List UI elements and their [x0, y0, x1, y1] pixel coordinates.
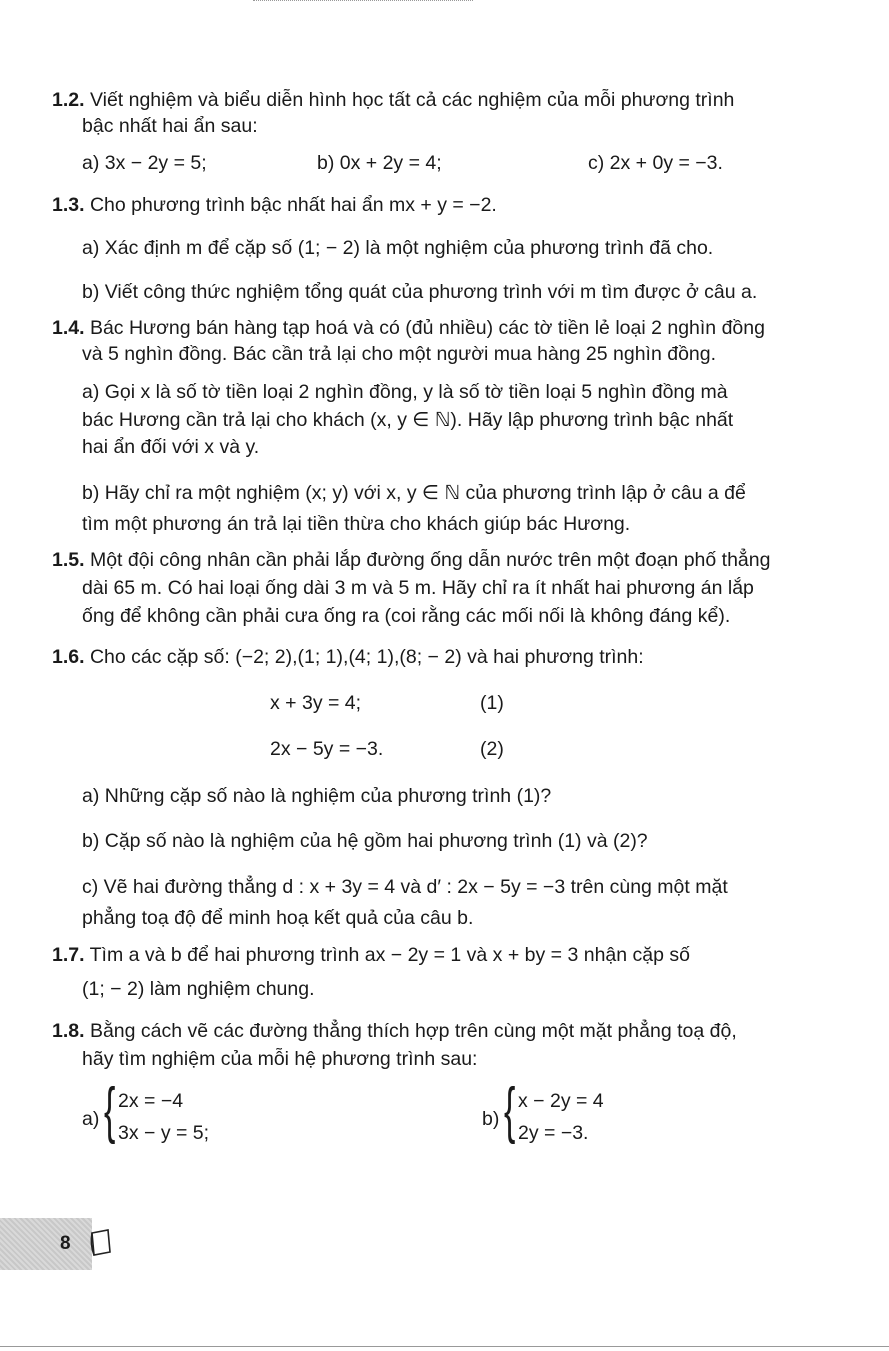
- problem-1-8: [52, 1018, 737, 1044]
- left-brace: {: [104, 1076, 116, 1145]
- part-a: a) Gọi x là số tờ tiền loại 2 nghìn đồng, y là số tờ tiền loại 5 nghìn đồng mà: [82, 381, 728, 403]
- equation-label: (2): [480, 738, 504, 760]
- part-b: b) Viết công thức nghiệm tổng quát của phương trình với m tìm được ở câu a.: [82, 281, 758, 303]
- system-eq2: 3x − y = 5;: [118, 1122, 210, 1144]
- part-a: a) Những cặp số nào là nghiệm của phương trình (1)?: [82, 785, 552, 807]
- problem-text: Cho phương trình bậc nhất hai ẩn mx + y = −2.: [89, 194, 497, 216]
- part-c: c) 2x + 0y = −3.: [588, 152, 723, 174]
- problem-text: dài 65 m. Có hai loại ống dài 3 m và 5 m. Hãy chỉ ra ít nhất hai phương án lắp: [82, 577, 754, 599]
- system-b: [482, 1076, 722, 1150]
- equation-2: 2x − 5y = −3.: [270, 738, 384, 760]
- part-a-cont: hai ẩn đối với x và y.: [82, 436, 260, 458]
- part-b: b) Cặp số nào là nghiệm của hệ gồm hai phương trình (1) và (2)?: [82, 830, 648, 852]
- problem-number: 1.4.: [52, 317, 85, 339]
- part-c: c) Vẽ hai đường thẳng d : x + 3y = 4 và d′ : 2x − 5y = −3 trên cùng một mặt: [82, 876, 728, 898]
- equation-label: (1): [480, 692, 504, 714]
- problem-text: Cho các cặp số: (−2; 2),(1; 1),(4; 1),(8; − 2) và hai phương trình:: [89, 646, 644, 668]
- problem-1-2: [52, 87, 734, 113]
- problem-number: 1.7.: [52, 944, 85, 966]
- system-eq1: 2x = −4: [118, 1090, 184, 1112]
- left-brace: {: [504, 1076, 516, 1145]
- part-a: a) 3x − 2y = 5;: [82, 152, 207, 174]
- problem-1-4: [52, 315, 765, 341]
- system-label: b): [482, 1108, 500, 1130]
- part-b: b) Hãy chỉ ra một nghiệm (x; y) với x, y ∈ ℕ của phương trình lập ở câu a để: [82, 482, 746, 504]
- problem-1-7: [52, 942, 690, 968]
- top-rule: [253, 0, 473, 2]
- problem-text: ống để không cần phải cưa ống ra (coi rằng các mối nối là không đáng kể).: [82, 605, 731, 627]
- problem-text: Bằng cách vẽ các đường thẳng thích hợp trên cùng một mặt phẳng toạ độ,: [89, 1020, 737, 1042]
- problem-text: (1; − 2) làm nghiệm chung.: [82, 978, 315, 1000]
- problem-number: 1.5.: [52, 549, 85, 571]
- problem-text: và 5 nghìn đồng. Bác cần trả lại cho một người mua hàng 25 nghìn đồng.: [82, 343, 717, 365]
- equation-1: x + 3y = 4;: [270, 692, 362, 714]
- bottom-rule: [0, 1346, 889, 1347]
- problem-1-6: [52, 644, 644, 670]
- part-b-cont: tìm một phương án trả lại tiền thừa cho khách giúp bác Hương.: [82, 513, 631, 535]
- system-eq2: 2y = −3.: [518, 1122, 589, 1144]
- problem-1-3: [52, 192, 497, 218]
- problem-number: 1.3.: [52, 194, 85, 216]
- problem-text: hãy tìm nghiệm của mỗi hệ phương trình sau:: [82, 1048, 478, 1070]
- book-icon: [88, 1227, 114, 1257]
- page-number-shade: [0, 1218, 92, 1270]
- part-a: a) Xác định m để cặp số (1; − 2) là một nghiệm của phương trình đã cho.: [82, 237, 714, 259]
- problem-text: Bác Hương bán hàng tạp hoá và có (đủ nhiều) các tờ tiền lẻ loại 2 nghìn đồng: [89, 317, 765, 339]
- part-a-cont: bác Hương cần trả lại cho khách (x, y ∈ ℕ). Hãy lập phương trình bậc nhất: [82, 409, 734, 431]
- problem-text: Tìm a và b để hai phương trình ax − 2y = 1 và x + by = 3 nhận cặp số: [89, 944, 690, 966]
- problem-number: 1.2.: [52, 89, 85, 111]
- system-label: a): [82, 1108, 100, 1130]
- part-b: b) 0x + 2y = 4;: [317, 152, 442, 174]
- problem-text: bậc nhất hai ẩn sau:: [82, 115, 258, 137]
- problem-number: 1.8.: [52, 1020, 85, 1042]
- problem-1-5: [52, 547, 770, 573]
- part-c-cont: phẳng toạ độ để minh hoạ kết quả của câu b.: [82, 907, 474, 929]
- system-a: [82, 1076, 322, 1150]
- problem-number: 1.6.: [52, 646, 85, 668]
- problem-text: Một đội công nhân cần phải lắp đường ống dẫn nước trên một đoạn phố thẳng: [89, 549, 771, 571]
- system-eq1: x − 2y = 4: [518, 1090, 604, 1112]
- page-number: 8: [60, 1233, 71, 1254]
- problem-text: Viết nghiệm và biểu diễn hình học tất cả các nghiệm của mỗi phương trình: [89, 89, 735, 111]
